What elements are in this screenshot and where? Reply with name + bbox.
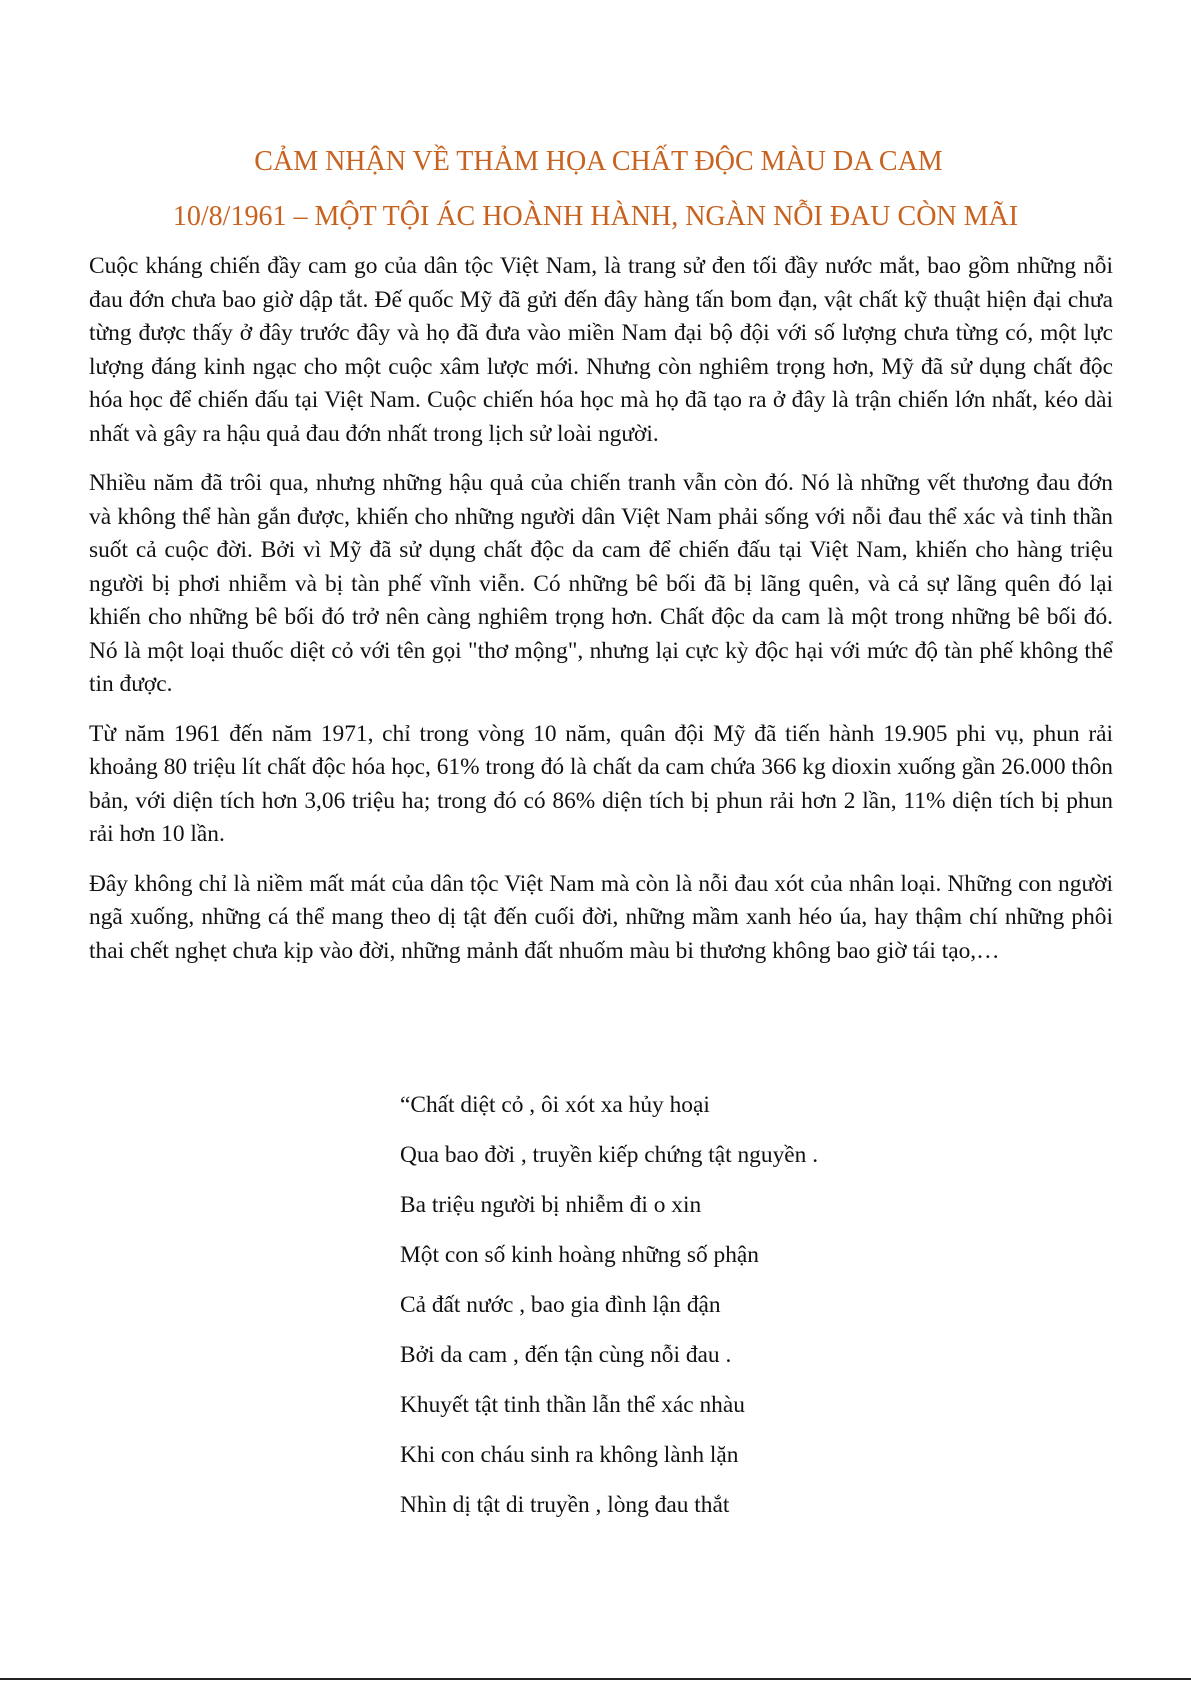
poem-line: Khuyết tật tinh thần lẫn thể xác nhàu bbox=[400, 1392, 745, 1418]
poem-block bbox=[400, 1080, 1000, 1530]
poem-line: Bởi da cam , đến tận cùng nỗi đau . bbox=[400, 1342, 732, 1368]
poem-line: Cả đất nước , bao gia đình lận đận bbox=[400, 1292, 721, 1318]
paragraph-statistics: Từ năm 1961 đến năm 1971, chỉ trong vòng 10 năm, quân đội Mỹ đã tiến hành 19.905 phi vụ, phun rải khoảng 80 triệu lít chất độc hóa học, 61% trong đó là chất da cam chứa 366 kg dioxin xuống gần 26.000 thôn bản, với diện tích hơn 3,06 triệu ha; trong đó có 86% diện tích bị phun rải hơn 2 lần, 11% diện tích bị phun rải hơn 10 lần. bbox=[89, 720, 1113, 847]
poem-line: Một con số kinh hoàng những số phận bbox=[400, 1242, 759, 1268]
paragraph-loss: Đây không chỉ là niềm mất mát của dân tộc Việt Nam mà còn là nỗi đau xót của nhân loại. Những con người ngã xuống, những cá thể mang theo dị tật đến cuối đời, những mầm xanh héo úa, hay thậm chí những phôi thai chết nghẹt chưa kịp vào đời, những mảnh đất nhuốm màu bi thương không bao giờ tái tạo,… bbox=[89, 870, 1113, 964]
poem-line: Ba triệu người bị nhiễm đi o xin bbox=[400, 1192, 702, 1218]
document-body bbox=[89, 250, 1113, 984]
page-bottom-rule bbox=[0, 1678, 1191, 1680]
paragraph-intro: Cuộc kháng chiến đầy cam go của dân tộc Việt Nam, là trang sử đen tối đầy nước mắt, bao gồm những nỗi đau đớn chưa bao giờ dập tắt. Đế quốc Mỹ đã gửi đến đây hàng tấn bom đạn, vật chất kỹ thuật hiện đại chưa từng được thấy ở đây trước đây và họ đã đưa vào miền Nam đại bộ đội với số lượng chưa từng có, một lực lượng đáng kinh ngạc cho một cuộc xâm lược mới. Nhưng còn nghiêm trọng hơn, Mỹ đã sử dụng chất độc hóa học để chiến đấu tại Việt Nam. Cuộc chiến hóa học mà họ đã tạo ra ở đây là trận chiến lớn nhất, kéo dài nhất và gây ra hậu quả đau đớn nhất trong lịch sử loài người. bbox=[89, 253, 1113, 447]
document-title-line-1: CẢM NHẬN VỀ THẢM HỌA CHẤT ĐỘC MÀU DA CAM bbox=[254, 146, 943, 177]
poem-line: Qua bao đời , truyền kiếp chứng tật nguyền . bbox=[400, 1142, 819, 1168]
document-title-line-2: 10/8/1961 – MỘT TỘI ÁC HOÀNH HÀNH, NGÀN NỖI ĐAU CÒN MÃI bbox=[172, 201, 1019, 232]
poem-line: Khi con cháu sinh ra không lành lặn bbox=[400, 1442, 739, 1468]
paragraph-consequences: Nhiều năm đã trôi qua, nhưng những hậu quả của chiến tranh vẫn còn đó. Nó là những vết thương đau đớn và không thể hàn gắn được, khiến cho những người dân Việt Nam phải sống với nỗi đau thể xác và tinh thần suốt cả cuộc đời. Bởi vì Mỹ đã sử dụng chất độc da cam để chiến đấu tại Việt Nam, khiến cho hàng triệu người bị phơi nhiễm và bị tàn phế vĩnh viễn. Có những bê bối đã bị lãng quên, và cả sự lãng quên đó lại khiến cho những bê bối đó trở nên càng nghiêm trọng hơn. Chất độc da cam là một trong những bê bối đó. Nó là một loại thuốc diệt cỏ với tên gọi "thơ mộng", nhưng lại cực kỳ độc hại với mức độ tàn phế không thể tin được. bbox=[89, 470, 1113, 697]
poem-line: “Chất diệt cỏ , ôi xót xa hủy hoại bbox=[400, 1092, 710, 1118]
poem-line: Nhìn dị tật di truyền , lòng đau thắt bbox=[400, 1492, 730, 1518]
